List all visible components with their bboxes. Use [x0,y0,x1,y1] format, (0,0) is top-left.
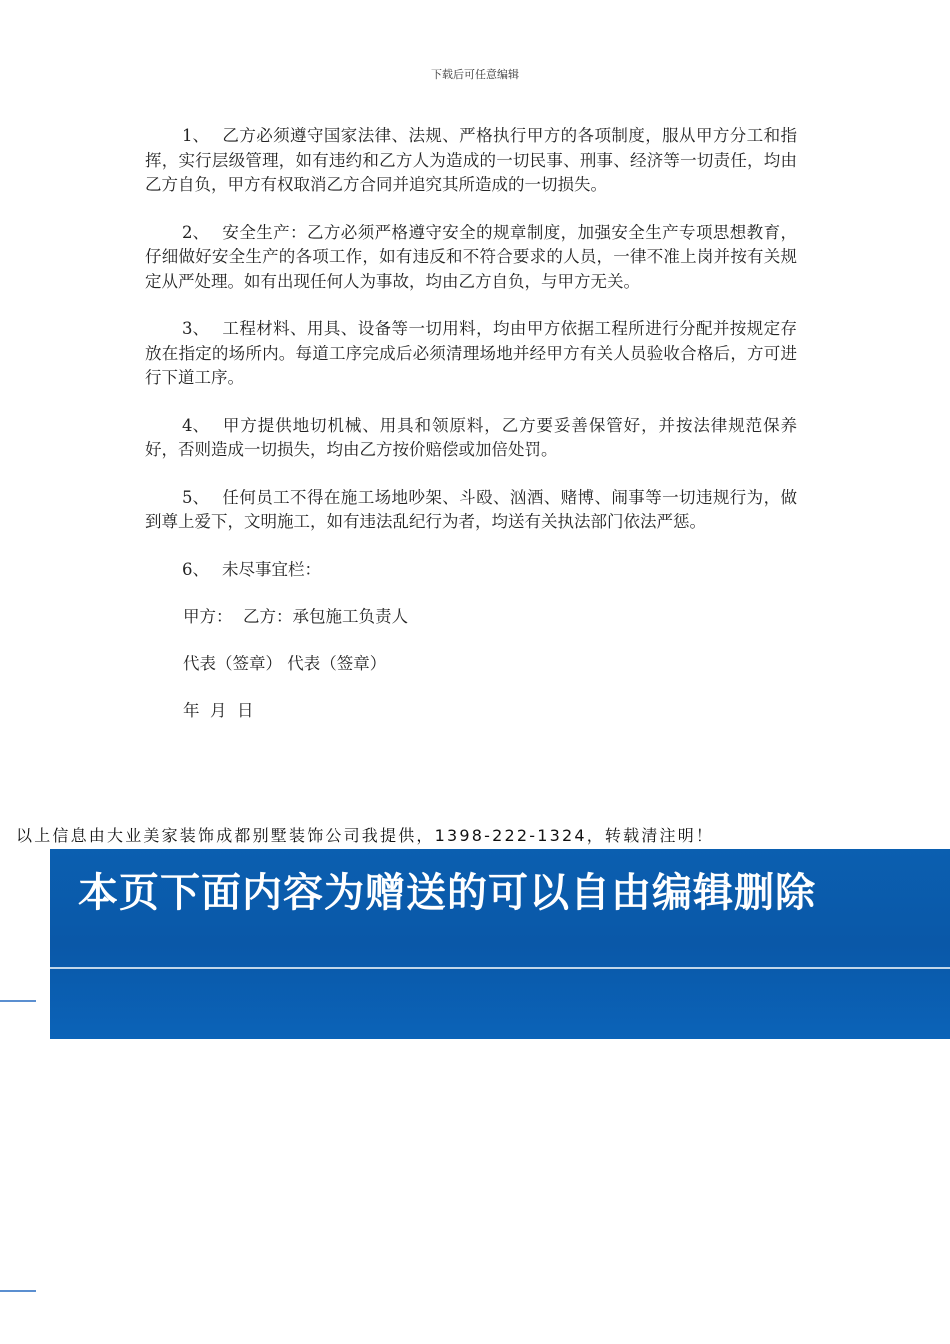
header-note: 下载后可任意编辑 [431,68,519,81]
clause-2 [145,221,797,295]
signature-date: 年 月 日 [183,701,254,720]
side-divider [0,1000,36,1002]
clause-text: 安全生产：乙方必须严格遵守安全的规章制度，加强安全生产专项思想教育，仔细做好安全生产的各项工作，如有违反和不符合要求的人员，一律不准上岗并按有关规定从严处理。如有出现任何人为事故，均由乙方自负，与甲方无关。 [145,222,797,291]
clause-1 [145,124,797,198]
clause-text: 未尽事宜栏： [222,559,321,579]
clause-number: 2、 [182,222,209,242]
contract-body [145,124,797,746]
source-note: 以上信息由大业美家装饰成都别墅装饰公司我提供，1398-222-1324，转载清注明！ [16,826,715,845]
gift-banner [50,849,950,1039]
clause-number: 1、 [182,126,209,145]
clause-text: 任何员工不得在施工场地吵架、斗殴、汹酒、赌博、闹事等一切违规行为，做到尊上爱下，文明施工，如有违法乱纪行为者，均送有关执法部门依法严惩。 [145,487,797,531]
clause-3 [145,317,797,391]
signature-representatives: 代表（签章） 代表（签章） [183,654,387,673]
banner-title: 本页下面内容为赠送的可以自由编辑删除 [78,870,816,916]
clause-text: 甲方提供地切机械、用具和领原料，乙方要妥善保管好，并按法律规范保养好，否则造成一切损失，均由乙方按价赔偿或加倍处罚。 [145,415,797,459]
clause-5 [145,486,797,535]
clause-4 [145,414,797,463]
clause-text: 乙方必须遵守国家法律、法规、严格执行甲方的各项制度，服从甲方分工和指挥，实行层级管理，如有违约和乙方人为造成的一切民事、刑事、经济等一切责任，均由乙方自负，甲方有权取消乙方合同并追究其所造成的一切损失。 [145,126,797,194]
side-divider [0,1290,36,1292]
clause-number: 3、 [182,319,209,338]
signature-parties: 甲方： 乙方：承包施工负责人 [183,607,408,626]
clause-number: 4、 [182,415,209,435]
clause-6 [145,558,797,583]
clause-number: 5、 [182,487,209,507]
clause-number: 6、 [182,559,209,579]
banner-divider [50,967,950,969]
clause-text: 工程材料、用具、设备等一切用料，均由甲方依据工程所进行分配并按规定存放在指定的场所内。每道工序完成后必须清理场地并经甲方有关人员验收合格后，方可进行下道工序。 [145,319,797,387]
